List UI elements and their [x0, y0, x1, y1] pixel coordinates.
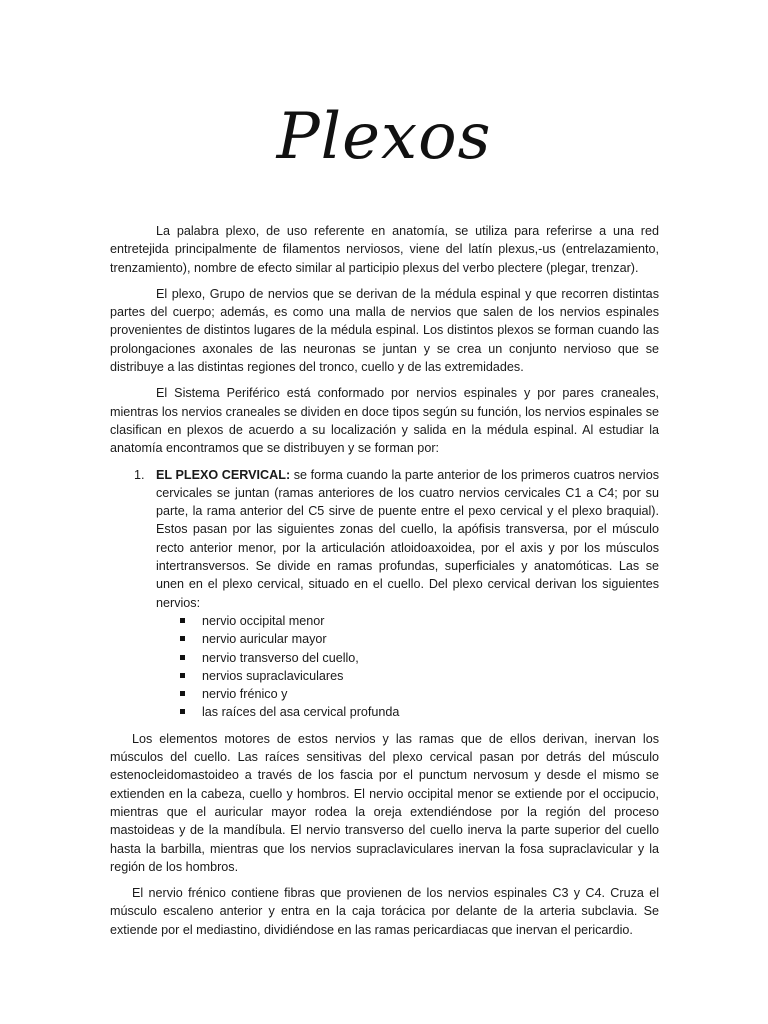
list-item-plexo-cervical	[110, 466, 659, 722]
list-item: las raíces del asa cervical profunda	[156, 703, 659, 721]
list-item: nervio frénico y	[156, 685, 659, 703]
list-item: nervio transverso del cuello,	[156, 649, 659, 667]
list-item-heading: EL PLEXO CERVICAL:	[156, 467, 291, 482]
list-item: nervio occipital menor	[156, 612, 659, 630]
page-title: Plexos	[276, 100, 492, 174]
square-bullet-icon	[180, 618, 185, 623]
square-bullet-icon	[180, 636, 185, 641]
square-bullet-icon	[180, 673, 185, 678]
list-item-text: se forma cuando la parte anterior de los primeros cuatros nervios cervicales se juntan (ramas anteriores de los cuatro nervios cervicales C1 a C4; por su parte, la rama anterior del C5 sirve de puente entre el pexo cervical y el plexo braquial). Estos pasan por las siguientes zonas del cuello, la apófisis transversa, por el músculo recto anterior menor, por la articulación atloidoaxoidea, por el axis y por los músculos intertransversos. Se divide en ramas profundas, superficiales y anatomóticas. Las se unen en el plexo cervical, situado en el cuello. Del plexo cervical derivan los siguientes nervios:	[156, 467, 659, 610]
plexus-list	[110, 466, 659, 722]
square-bullet-icon	[180, 709, 185, 714]
list-item: nervio auricular mayor	[156, 630, 659, 648]
list-item: nervios supraclaviculares	[156, 667, 659, 685]
nerves-list	[156, 612, 659, 722]
paragraph-elementos-motores: Los elementos motores de estos nervios y las ramas que de ellos derivan, inervan los músculos del cuello. Las raíces sensitivas del plexo cervical pasan por detrás del músculo estenocleidomastoideo a través de los fascia por el punctum nervosum y desde el mismo se extienden en la cabeza, cuello y hombros. El nervio occipital menor se extiende por el occipucio, mientras que el auricular mayor rodea la oreja extendiéndose por la región del proceso mastoideas y de la mandíbula. El nervio transverso del cuello inerva la parte superior del cuello hasta la barbilla, mientras que los nervios supraclaviculares inervan la fosa supraclavicular y la región de los hombros.	[110, 731, 659, 874]
paragraph-definition: La palabra plexo, de uso referente en anatomía, se utiliza para referirse a una red entretejida principalmente de filamentos nerviosos, viene del latín plexus,-us (entrelazamiento, trenzamiento), nombre de efecto similar al participio plexus del verbo plectere (plegar, trenzar).	[110, 224, 659, 275]
square-bullet-icon	[180, 655, 185, 660]
document-body	[110, 222, 659, 947]
paragraph-plexo: El plexo, Grupo de nervios que se derivan de la médula espinal y que recorren distintas partes del cuerpo; además, es como una malla de nervios que salen de los nervios espinales provenientes de distintos lugares de la médula espinal. Los distintos plexos se forman cuando las prolongaciones axonales de las neuronas se juntan y se crea un conjunto nervioso que se distribuye a las distintas regiones del tronco, cuello y de las extremidades.	[110, 286, 659, 375]
square-bullet-icon	[180, 691, 185, 696]
paragraph-sistema-periferico: El Sistema Periférico está conformado por nervios espinales y por pares craneales, mientras los nervios craneales se dividen en doce tipos según su función, los nervios espinales se clasifican en plexos de acuerdo a su localización y salida en la médula espinal. Al estudiar la anatomía encontramos que se distribuyen y se forman por:	[110, 386, 659, 456]
list-item-number: 1.	[134, 467, 145, 482]
paragraph-nervio-frenico: El nervio frénico contiene fibras que provienen de los nervios espinales C3 y C4. Cruza el músculo escaleno anterior y entra en la caja torácica por delante de la arteria subclavia. Se extiende por el mediastino, dividiéndose en las ramas pericardiacas que inervan el pericardio.	[110, 886, 659, 937]
